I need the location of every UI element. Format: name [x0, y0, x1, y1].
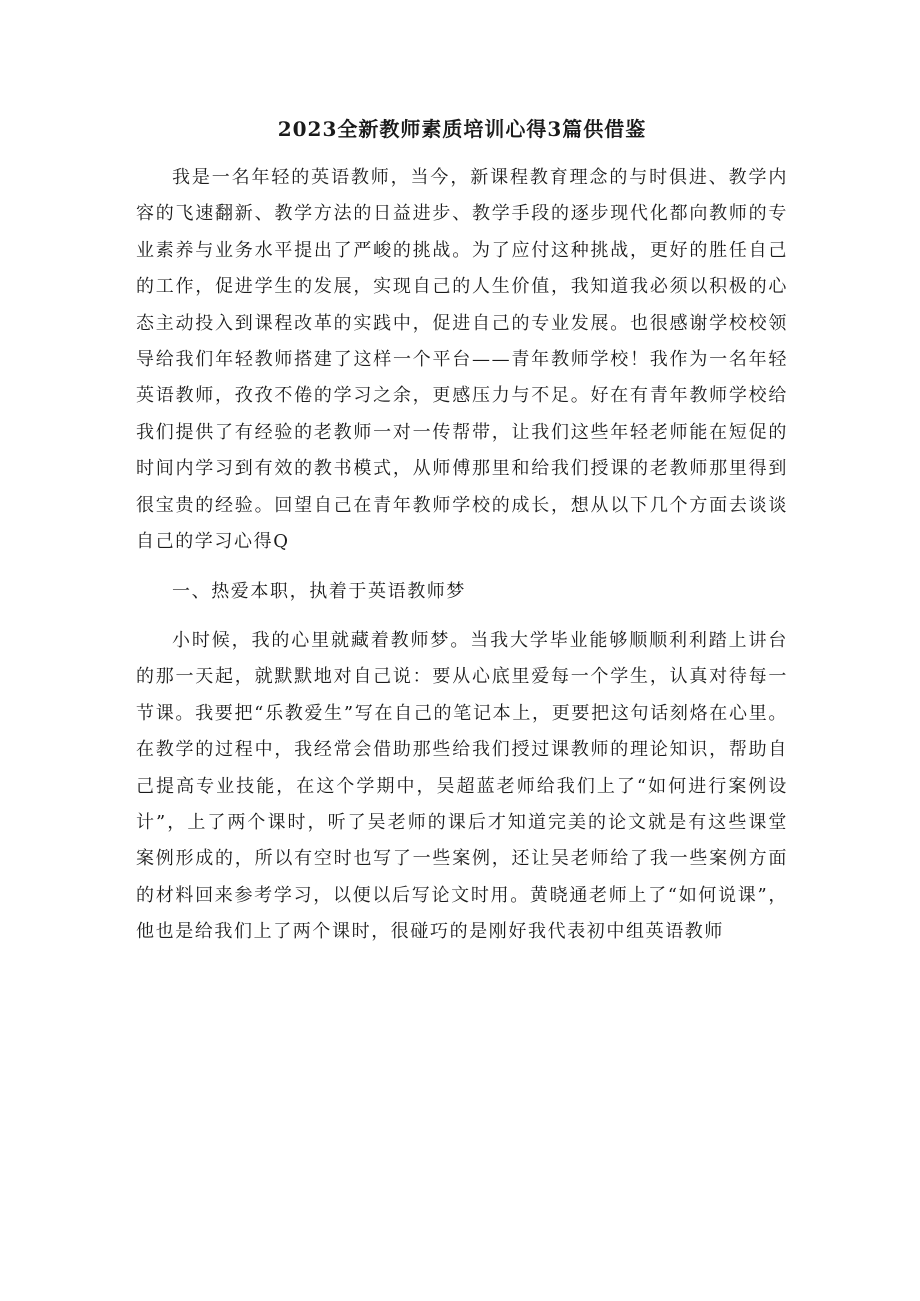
section-heading: 一、热爱本职，执着于英语教师梦: [172, 581, 466, 603]
document-title: 2023全新教师素质培训心得3篇供借鉴: [277, 117, 647, 141]
document-page: [136, 110, 788, 951]
section-paragraph: 小时候，我的心里就藏着教师梦。当我大学毕业能够顺顺利利踏上讲台的那一天起，就默默地对自己说：要从心底里爱每一个学生，认真对待每一节课。我要把“乐教爱生”写在自己的笔记本上，更要把这句话刻烙在心里。在教学的过程中，我经常会借助那些给我们授过课教师的理论知识，帮助自己提高专业技能，在这个学期中，吴超蓝老师给我们上了“如何进行案例设计”，上了两个课时，听了吴老师的课后才知道完美的论文就是有这些课堂案例形成的，所以有空时也写了一些案例，还让吴老师给了我一些案例方面的材料回来参考学习，以便以后写论文时用。黄晓通老师上了“如何说课”，他也是给我们上了两个课时，很碰巧的是刚好我代表初中组英语教师: [136, 629, 788, 943]
intro-paragraph: 我是一名年轻的英语教师，当今，新课程教育理念的与时俱进、教学内容的飞速翻新、教学方法的日益进步、教学手段的逐步现代化都向教师的专业素养与业务水平提出了严峻的挑战。为了应付这种挑战，更好的胜任自己的工作，促进学生的发展，实现自己的人生价值，我知道我必须以积极的心态主动投入到课程改革的实践中，促进自己的专业发展。也很感谢学校校领导给我们年轻教师搭建了这样一个平台——青年教师学校！我作为一名年轻英语教师，孜孜不倦的学习之余，更感压力与不足。好在有青年教师学校给我们提供了有经验的老教师一对一传帮带，让我们这些年轻老师能在短促的时间内学习到有效的教书模式，从师傅那里和给我们授课的老教师那里得到很宝贵的经验。回望自己在青年教师学校的成长，想从以下几个方面去谈谈自己的学习心得Q: [136, 167, 788, 553]
